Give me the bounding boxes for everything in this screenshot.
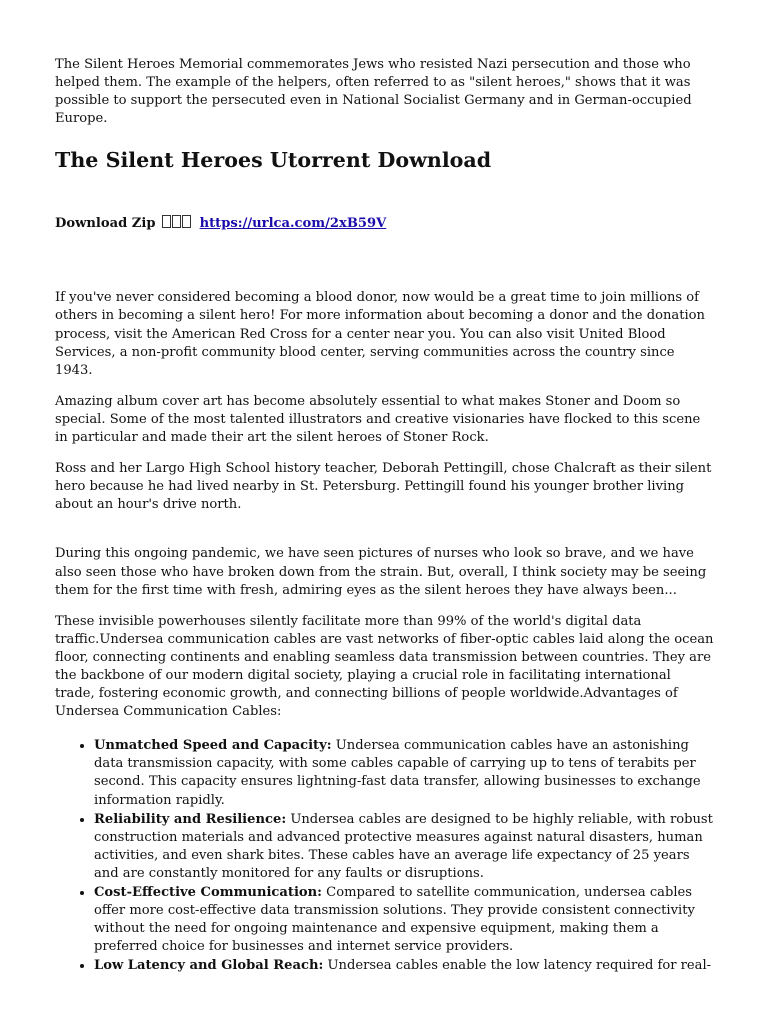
download-line xyxy=(55,215,714,233)
list-item-text: Undersea cables are designed to be highly reliable, with robust construction materials and advanced protective measures against natural disasters, human activities, and even shark bites. These cables have an average life expectancy of 25 years and are constantly monitored for any faults or disruptions. xyxy=(94,811,713,881)
list-item-text: Undersea cables enable the low latency required for real- xyxy=(323,958,712,974)
paragraph-history-teacher: Ross and her Largo High School history teacher, Deborah Pettingill, chose Chalcraft as their silent hero because he had lived nearby in St. Petersburg. Pettingill found his younger brother living about an hour's drive north. xyxy=(55,461,712,513)
advantages-list xyxy=(55,736,714,975)
missing-glyph-icon xyxy=(162,216,192,231)
list-item-text: Compared to satellite communication, undersea cables offer more cost-effective data transmission solutions. They provide consistent connectivity without the need for ongoing maintenance and expensive equipment, making them a preferred choice for businesses and internet service providers. xyxy=(94,885,695,955)
list-item-term: Cost-Effective Communication: xyxy=(94,885,323,900)
paragraph-undersea-cables: These invisible powerhouses silently facilitate more than 99% of the world's digital data traffic.Undersea communication cables are vast networks of fiber-optic cables laid along the ocean floor, connecting continents and enabling seamless data transmission between countries. They are the backbone of our modern digital society, playing a crucial role in facilitating international trade, fostering economic growth, and connecting billions of people worldwide.Advantages of Undersea Communication Cables: xyxy=(55,613,714,720)
paragraph-pandemic: During this ongoing pandemic, we have seen pictures of nurses who look so brave, and we have also seen those who have broken down from the strain. But, overall, I think society may be seeing them for the first time with fresh, admiring eyes as the silent heroes they have always been... xyxy=(55,546,707,598)
download-label: Download Zip xyxy=(55,216,156,232)
list-item xyxy=(94,810,714,883)
paragraph-blood-donor: If you've never considered becoming a blood donor, now would be a great time to join millions of others in becoming a silent hero! For more information about becoming a donor and the donation process, visit the American Red Cross for a center near you. You can also visit United Blood Services, a non-profit community blood center, serving communities across the country since 1943. xyxy=(55,290,705,378)
list-item xyxy=(94,883,714,956)
list-item xyxy=(94,956,714,975)
download-link[interactable]: https://urlca.com/2xB59V xyxy=(199,216,387,232)
list-item-term: Reliability and Resilience: xyxy=(94,811,287,827)
paragraph-album-art: Amazing album cover art has become absolutely essential to what makes Stoner and Doom so special. Some of the most talented illustrators and creative visionaries have flocked to this scene in particular and made their art the silent heroes of Stoner Rock. xyxy=(55,393,701,446)
page-title: The Silent Heroes Utorrent Download xyxy=(55,148,492,173)
intro-paragraph: The Silent Heroes Memorial commemorates Jews who resisted Nazi persecution and those who helped them. The example of the helpers, often referred to as "silent heroes," shows that it was possible to support the persecuted even in National Socialist Germany and in German-occupied Europe. xyxy=(55,57,692,127)
list-item xyxy=(94,736,714,809)
list-item-text: Undersea communication cables have an astonishing data transmission capacity, with some cables capable of carrying up to tens of terabits per second. This capacity ensures lightning-fast data transfer, allowing businesses to exchange information rapidly. xyxy=(94,738,701,808)
list-item-term: Unmatched Speed and Capacity: xyxy=(94,738,332,754)
list-item-term: Low Latency and Global Reach: xyxy=(94,958,324,974)
